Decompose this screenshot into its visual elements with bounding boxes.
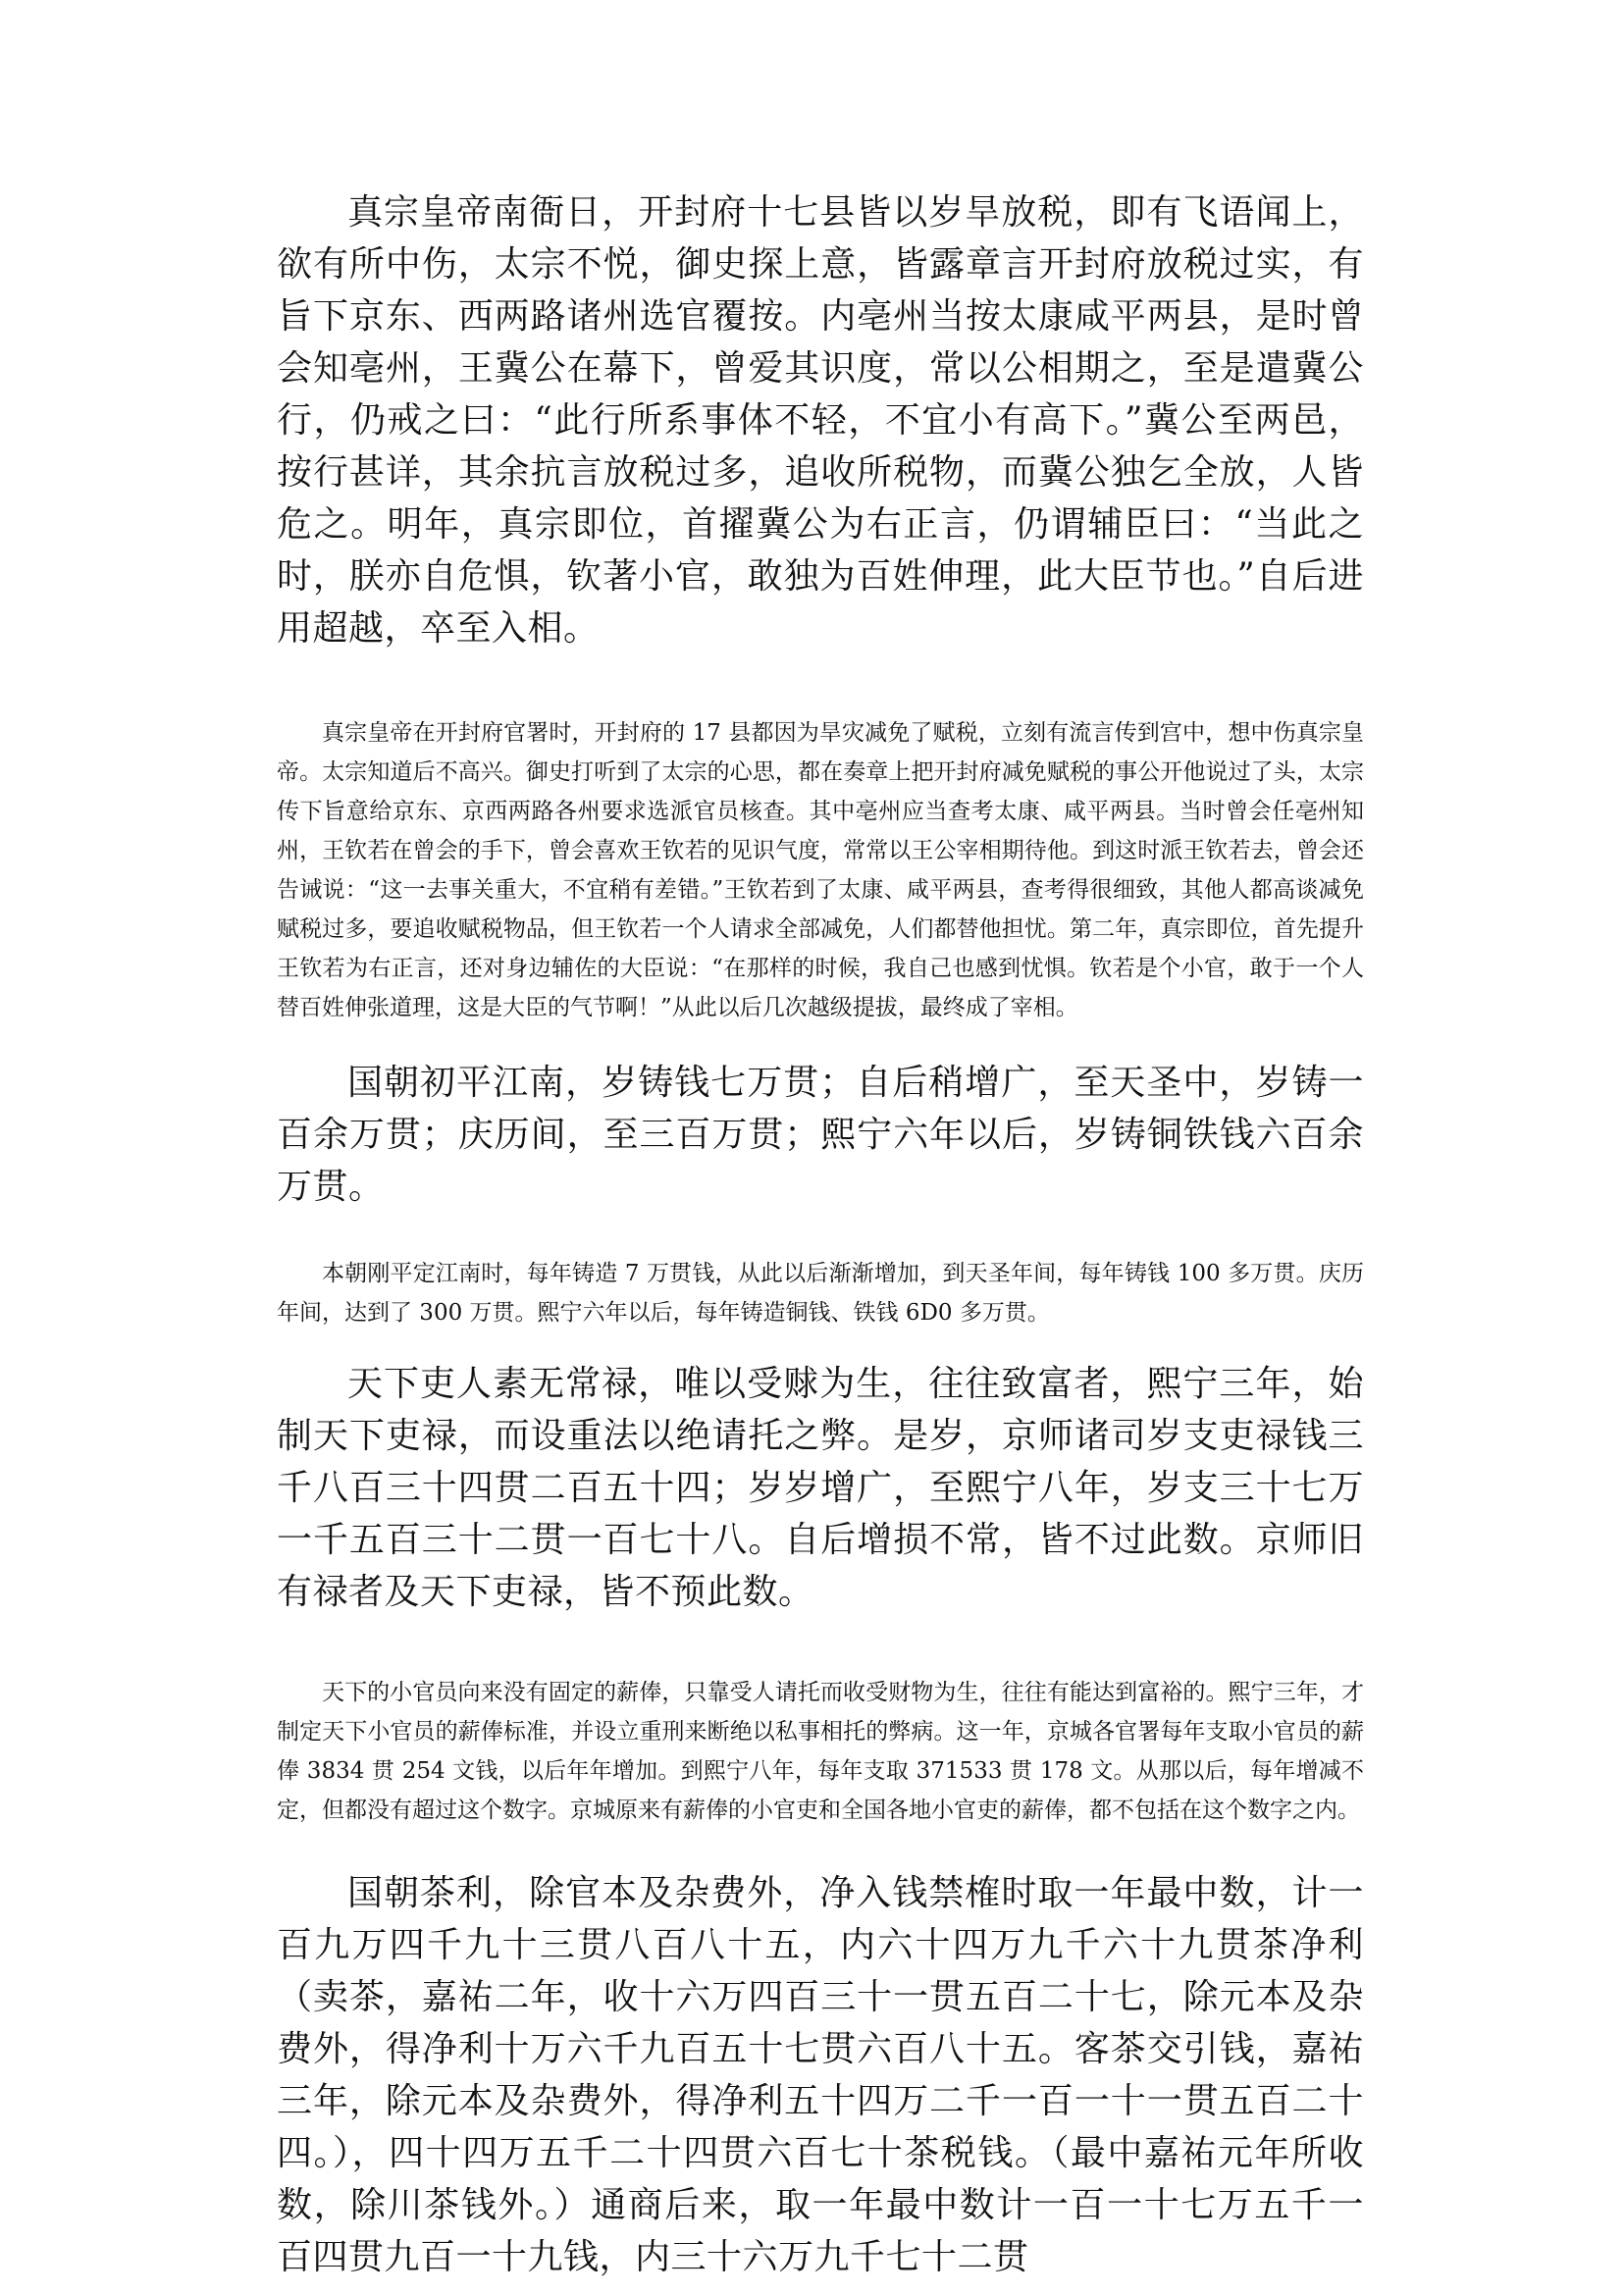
document-page (277, 186, 1364, 2283)
original-paragraph-4: 国朝茶利，除官本及杂费外，净入钱禁榷时取一年最中数，计一百九万四千九十三贯八百八十五，内六十四万九千六十九贯茶净利（卖茶，嘉祐二年，收十六万四百三十一贯五百二十七，除元本及杂费外，得净利十万六千九百五十七贯六百八十五。客茶交引钱，嘉祐三年，除元本及杂费外，得净利五十四万二千一百一十一贯五百二十四。），四十四万五千二十四贯六百七十茶税钱。（最中嘉祐元年所收数，除川茶钱外。）通商后来，取一年最中数计一百一十七万五千一百四贯九百一十九钱，内三十六万九千七十二贯 (277, 1873, 1364, 2277)
translation-paragraph-1: 真宗皇帝在开封府官署时，开封府的 17 县都因为旱灾减免了赋税，立刻有流言传到宫中，想中伤真宗皇帝。太宗知道后不高兴。御史打听到了太宗的心思，都在奏章上把开封府减免赋税的事公开他说过了头，太宗传下旨意给京东、京西两路各州要求选派官员核查。其中亳州应当查考太康、咸平两县。当时曾会任亳州知州，王钦若在曾会的手下，曾会喜欢王钦若的见识气度，常常以王公宰相期待他。到这时派王钦若去，曾会还告诫说：“这一去事关重大，不宜稍有差错。”王钦若到了太康、咸平两县，查考得很细致，其他人都高谈减免赋税过多，要追收赋税物品，但王钦若一个人请求全部减免，人们都替他担忧。第二年，真宗即位，首先提升王钦若为右正言，还对身边辅佐的大臣说：“在那样的时候，我自己也感到忧惧。钦若是个小官，敢于一个人替百姓伸张道理，这是大臣的气节啊！”从此以后几次越级提拔，最终成了宰相。 (277, 720, 1364, 1020)
translation-paragraph-3: 天下的小官员向来没有固定的薪俸，只靠受人请托而收受财物为生，往往有能达到富裕的。熙宁三年，才制定天下小官员的薪俸标准，并设立重刑来断绝以私事相托的弊病。这一年，京城各官署每年支取小官员的薪俸 3834 贯 254 文钱，以后年年增加。到熙宁八年，每年支取 371533 贯 178 文。从那以后，每年增减不定，但都没有超过这个数字。京城原来有薪俸的小官吏和全国各地小官吏的薪俸，都不包括在这个数字之内。 (277, 1680, 1364, 1823)
original-paragraph-2: 国朝初平江南，岁铸钱七万贯；自后稍增广，至天圣中，岁铸一百余万贯；庆历间，至三百万贯；熙宁六年以后，岁铸铜铁钱六百余万贯。 (277, 1063, 1364, 1207)
original-paragraph-3: 天下吏人素无常禄，唯以受赇为生，往往致富者，熙宁三年，始制天下吏禄，而设重法以绝请托之弊。是岁，京师诸司岁支吏禄钱三千八百三十四贯二百五十四；岁岁增广，至熙宁八年，岁支三十七万一千五百三十二贯一百七十八。自后增损不常，皆不过此数。京师旧有禄者及天下吏禄，皆不预此数。 (277, 1364, 1364, 1612)
original-paragraph-1: 真宗皇帝南衙日，开封府十七县皆以岁旱放税，即有飞语闻上，欲有所中伤，太宗不悦，御史探上意，皆露章言开封府放税过实，有旨下京东、西两路诸州选官覆按。内亳州当按太康咸平两县，是时曾会知亳州，王冀公在幕下，曾爱其识度，常以公相期之，至是遣冀公行，仍戒之曰：“此行所系事体不轻，不宜小有高下。”冀公至两邑，按行甚详，其余抗言放税过多，追收所税物，而冀公独乞全放，人皆危之。明年，真宗即位，首擢冀公为右正言，仍谓辅臣曰：“当此之时，朕亦自危惧，钦著小官，敢独为百姓伸理，此大臣节也。”自后进用超越，卒至入相。 (277, 192, 1364, 649)
translation-paragraph-2: 本朝刚平定江南时，每年铸造 7 万贯钱，从此以后渐渐增加，到天圣年间，每年铸钱 100 多万贯。庆历年间，达到了 300 万贯。熙宁六年以后，每年铸造铜钱、铁钱 6D0 多万贯。 (277, 1261, 1364, 1326)
